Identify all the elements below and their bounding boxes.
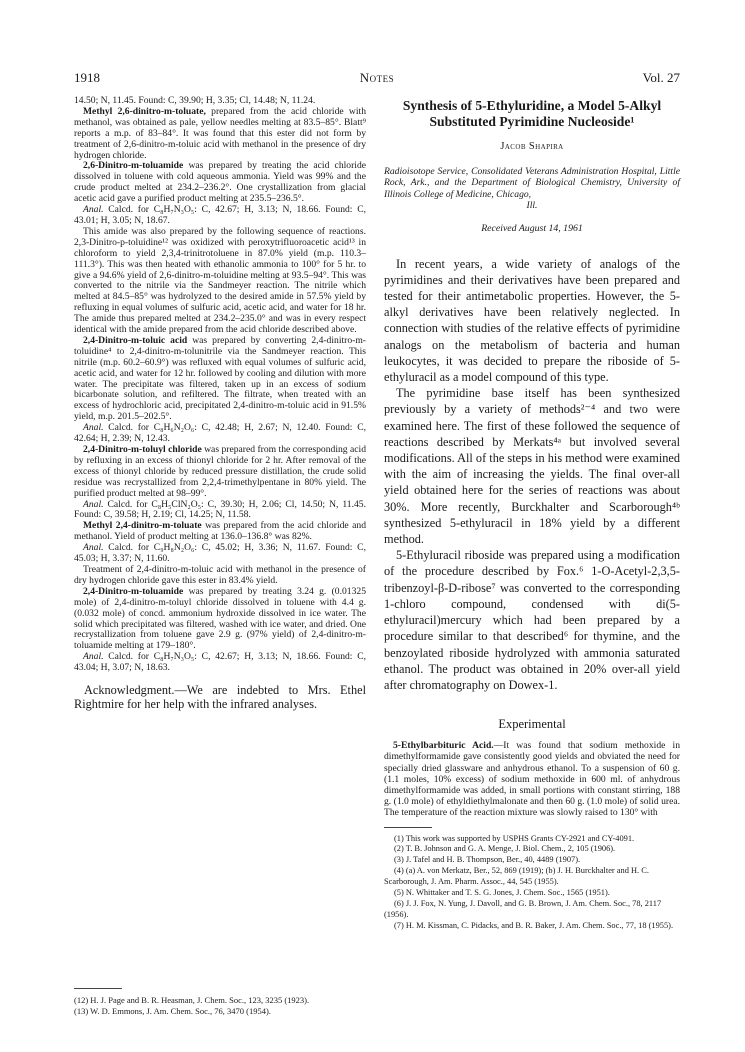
paragraph — [74, 161, 366, 205]
compound-name: Methyl 2,4-dinitro-m-toluate — [83, 520, 202, 532]
paragraph: In recent years, a wide variety of analogs of the pyrimidines and their derivatives have been prepared and tested for their antimetabolic properties. However, the 5-alkyl derivatives have been relatively neglected. In connection with studies of the relative effects of pyrimidine analogs on the metabolism of bacteria and human leukocytes, it was decided to prepare the riboside of 5-ethyluracil as a model compound of this type. — [384, 256, 680, 385]
right-column — [384, 96, 680, 932]
compound-name: 2,4-Dinitro-m-toluyl chloride — [83, 444, 202, 455]
affiliation-text: Radioisotope Service, Consolidated Veterans Administration Hospital, Little Rock, Ark., and the Department of Biological Chemistry, University of Illinois College of Medicine, Chicago, — [384, 166, 680, 200]
page-number: 1918 — [74, 70, 100, 85]
paragraph — [74, 336, 366, 423]
footnote-rule — [384, 827, 432, 828]
footnote: (13) W. D. Emmons, J. Am. Chem. Soc., 76, 3470 (1954). — [74, 1006, 271, 1016]
analysis-line — [74, 500, 366, 522]
paragraph-text: was prepared by treating the acid chloride dissolved in toluene with cold aqueous ammonia. Yield was 99% and the crude product melted at 234.2–236.2°. One crystallization from glacial acetic acid gave a purified product melting at 235.5–236.5°. — [74, 160, 366, 205]
paragraph-text: was prepared from the acid chloride and methanol. Yield of product melting at 136.0–136.8° was 82%. — [74, 520, 366, 543]
article-body — [384, 256, 680, 693]
analysis-text: Calcd. for C₈H₆N₂O₆: C, 42.48; H, 2.67; N, 12.40. Found: C, 42.64; H, 2.39; N, 12.43. — [74, 422, 366, 445]
paragraph-text: prepared from the acid chloride with methanol, was obtained as pale, yellow needles melting at 83.5–85°. Blatt⁹ reports a m.p. of 83–84°. It was found that this ester did not form by treatment of 2,6-dinitro-m-toluic acid with methanol in the presence of dry hydrogen chloride. — [74, 105, 366, 161]
analysis-text: Calcd. for C₈H₇N₃O₅: C, 42.67; H, 3.13; N, 18.66. Found: C, 43.01; H, 3.05; N, 18.67. — [74, 204, 366, 226]
compound-name: 2,4-Dinitro-m-toluamide — [83, 585, 184, 597]
experimental-paragraph — [384, 740, 680, 818]
running-header — [74, 70, 680, 88]
received-date: Received August 14, 1961 — [481, 222, 583, 234]
anal-label: Anal. — [83, 204, 104, 216]
compound-name: Methyl 2,6-dinitro-m-toluate, — [83, 105, 206, 117]
paragraph-text: was prepared by treating 3.24 g. (0.01325 mole) of 2,4-dinitro-m-toluyl chloride dissolved in toluene with 4.4 g. (0.032 mole) of concd. ammonium hydroxide dissolved in ice water. The solid which precipitated was filtered, washed with ice water, and dried. One recrystallization from toluene gave 2.9 g. (97% yield) of 2,4-dinitro-m-toluamide melting at 179–180°. — [74, 585, 366, 652]
paragraph — [74, 107, 366, 162]
paragraph: The pyrimidine base itself has been synthesized previously by a variety of methods²⁻⁴ and two were examined here. The first of these followed the sequence of reactions described by Merkats⁴ᵃ but involved several modifications. All of the steps in his method were examined with the aim of increasing the yields. The final over-all yield obtained here for the series of reactions was about 30%. More recently, Burckhalter and Scarborough⁴ᵇ synthesized 5-ethyluracil in 18% yield by a different method. — [384, 386, 680, 547]
left-column — [74, 96, 366, 712]
footnote: (1) This work was supported by USPHS Grants CY-2921 and CY-4091. — [394, 833, 635, 843]
paragraph — [74, 587, 366, 652]
analysis-text: Calcd. for C₈H₇N₃O₅: C, 42.67; H, 3.13; N, 18.66. Found: C, 43.04; H, 3.07; N, 18.63. — [74, 651, 366, 674]
paragraph-text: was prepared from the corresponding acid by refluxing in an excess of thionyl chloride for 2 hr. After removal of the excess of thionyl chloride by reduced pressure distillation, the crude solid residue was recrystallized from 2,2,4-trimethylpentane in 80% yield. The purified product melted at 98–99°. — [74, 444, 366, 499]
paragraph: 5-Ethyluracil riboside was prepared using a modification of the procedure described by Fox.⁶ 1-O-Acetyl-2,3,5-tribenzoyl-β-D-ribose⁷ was converted to the corresponding 1-chloro compound, condensed with di(5-ethyluracil)mercury which had been prepared by a procedure similar to that described⁶ for thymine, and the benzoylated riboside hydrolyzed with ammonia saturated ethanol. The product was obtained in 20% over-all yield after chromatography on Dowex-1. — [384, 548, 680, 692]
footnote: (12) H. J. Page and B. R. Heasman, J. Chem. Soc., 123, 3235 (1923). — [74, 995, 310, 1005]
paragraph — [74, 521, 366, 543]
analysis-text: Calcd. for C₉H₈N₂O₆: C, 45.02; H, 3.36; N, 11.67. Found: C, 45.03; H, 3.37; N, 11.60. — [74, 542, 366, 565]
footnote: (7) H. M. Kissman, C. Pidacks, and B. R. Baker, J. Am. Chem. Soc., 77, 18 (1955). — [394, 920, 674, 930]
affiliation-state: Ill. — [526, 200, 538, 212]
paragraph: This amide was also prepared by the following sequence of reactions. 2,3-Dinitro-p-toluidine¹² was oxidized with peroxytrifluoroacetic acid¹³ in chloroform to yield 2,3,4-trinitrotoluene in 87.0% yield (m.p. 110.3–111.3°). This was then heated with ethanolic ammonia to 100° for 5 hr. to give a 94.6% yield of 2,6-dinitro-m-toluidine melting at 93.5–94°. This was converted to the nitrile via the Sandmeyer reaction. The nitrile which melted at 84.5–85° was hydrolyzed to the desired amide in 57.5% yield by refluxing in equal volumes of sulfuric acid, acetic acid, and water for 18 hr. The amide thus prepared melted at 234.2–235.0° and was in every respect identical with the amide prepared from the acid chloride described above. — [74, 225, 366, 336]
anal-label: Anal. — [83, 542, 104, 554]
compound-name: 2,4-Dinitro-m-toluic acid — [83, 334, 188, 346]
paragraph-text: was prepared by converting 2,4-dinitro-m-toluidine⁴ to 2,4-dinitro-m-tolunitrile via the Sandmeyer reaction. This nitrile (m.p. 60.2–60.9°) was refluxed with equal volumes of sulfuric acid, acetic acid, and water for 12 hr. followed by cooling and dilution with more water. The precipitate was filtered, taken up in an excess of sodium bicarbonate solution, and refiltered. The filtrate, when treated with an excess of hydrochloric acid, precipitated 2,4-dinitro-m-toluic acid in 91.5% yield, m.p. 201.5–202.5°. — [74, 334, 366, 423]
analysis-line — [74, 423, 366, 445]
footnote: (4) (a) A. von Merkatz, Ber., 52, 869 (1919); (b) J. H. Burckhalter and H. C. Scarborough, J. Am. Pharm. Assoc., 44, 545 (1955). — [384, 866, 649, 887]
article-title: Synthesis of 5-Ethyluridine, a Model 5-Alkyl Substituted Pyrimidine Nucleoside¹ — [402, 98, 662, 129]
footnote: (5) N. Whittaker and T. S. G. Jones, J. Chem. Soc., 1565 (1951). — [394, 888, 610, 898]
author-name: Jacob Shapira — [500, 141, 564, 152]
section-label: Notes — [359, 70, 395, 85]
analysis-text: Calcd. for C₈H₅ClN₂O₅: C, 39.30; H, 2.06; Cl, 14.50; N, 11.45. Found: C, 39.58; H, 2.19; Cl, 14.25; N, 11.58. — [74, 498, 366, 521]
affiliation — [384, 166, 680, 212]
analysis-line — [74, 652, 366, 674]
analysis-line — [74, 205, 366, 227]
footnote-rule — [74, 988, 122, 989]
paragraph: Treatment of 2,4-dinitro-m-toluic acid with methanol in the presence of dry hydrogen chloride gave this ester in 83.4% yield. — [74, 563, 366, 586]
analysis-line: 14.50; N, 11.45. Found: C, 39.90; H, 3.35; Cl, 14.48; N, 11.24. — [74, 95, 316, 106]
footnote: (2) T. B. Johnson and G. A. Menge, J. Biol. Chem., 2, 105 (1906). — [394, 844, 616, 854]
compound-name: 2,6-Dinitro-m-toluamide — [83, 160, 184, 172]
anal-label: Anal. — [83, 498, 104, 510]
anal-label: Anal. — [83, 422, 104, 434]
analysis-line — [74, 543, 366, 565]
paragraph-text: —It was found that sodium methoxide in dimethylformamide gave consistently good yields and obviated the need for specially dried glassware and anhydrous ethanol. To a suspension of 60 g. (1.1 moles, 10% excess) of sodium methoxide in 600 ml. of anhydrous dimethylformamide was added, in small portions with constant stirring, 188 g. (1.0 mole) of ethyldiethylmalonate and then 60 g. (1.0 mole) of solid urea. The temperature of the reaction mixture was slowly raised to 130° with — [384, 740, 680, 819]
left-footnotes — [74, 988, 366, 1017]
volume-label: Vol. 27 — [642, 70, 680, 85]
right-footnotes — [384, 827, 680, 932]
footnote: (3) J. Tafel and H. B. Thompson, Ber., 40, 4489 (1907). — [394, 855, 581, 865]
paragraph — [74, 445, 366, 500]
anal-label: Anal. — [83, 651, 104, 663]
acknowledgment: Acknowledgment.—We are indebted to Mrs. Ethel Rightmire for her help with the infrared analyses. — [74, 683, 366, 712]
section-heading: Experimental — [498, 717, 566, 732]
footnote: (6) J. J. Fox, N. Yung, J. Davoll, and G. B. Brown, J. Am. Chem. Soc., 78, 2117 (1956). — [384, 898, 662, 919]
compound-name: 5-Ethylbarbituric Acid. — [393, 740, 494, 752]
